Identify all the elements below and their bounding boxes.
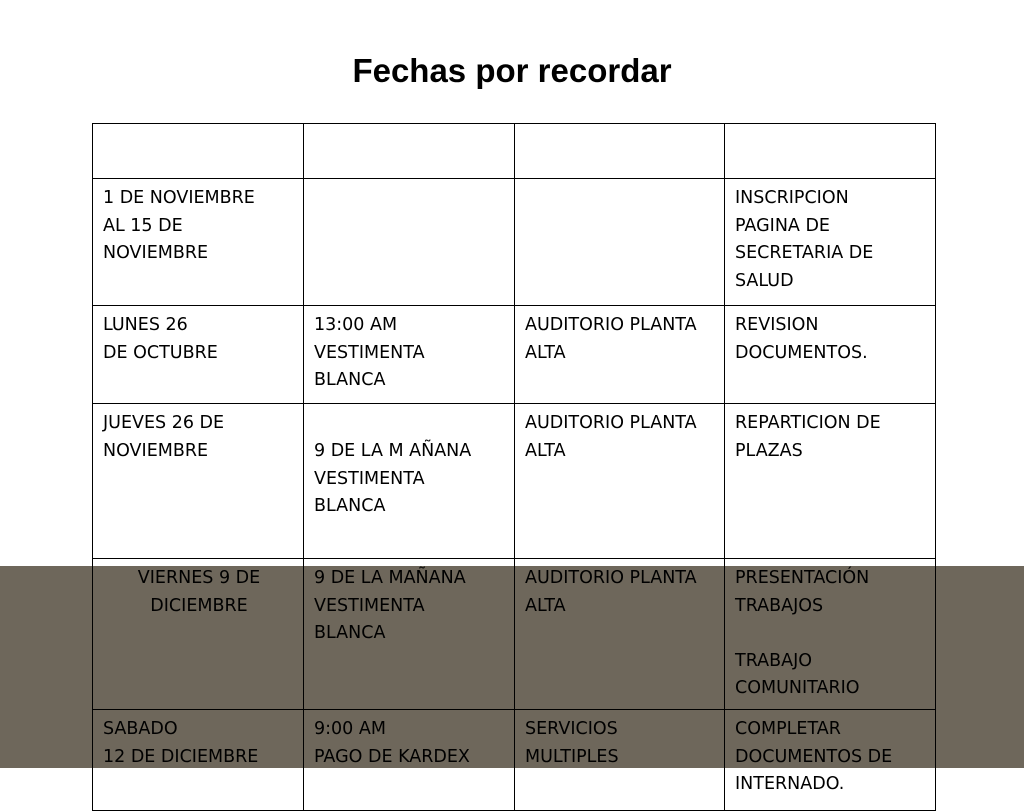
table-cell: [304, 124, 515, 179]
table-cell-place: [515, 179, 725, 306]
table-cell-place: SERVICIOS MULTIPLES: [515, 710, 725, 811]
table-row: [93, 559, 936, 710]
table-cell-place: AUDITORIO PLANTA ALTA: [515, 559, 725, 710]
table-row: [93, 179, 936, 306]
table-cell-time: 13:00 AM VESTIMENTA BLANCA: [304, 306, 515, 404]
table-cell-date: SABADO 12 DE DICIEMBRE: [93, 710, 304, 811]
table-cell-time: 9 DE LA MAÑANA VESTIMENTA BLANCA: [304, 559, 515, 710]
slide-title: Fechas por recordar: [352, 52, 672, 89]
table-cell-date: LUNES 26 DE OCTUBRE: [93, 306, 304, 404]
table-cell-activity: REVISION DOCUMENTOS.: [725, 306, 936, 404]
table-cell-place: AUDITORIO PLANTA ALTA: [515, 306, 725, 404]
table-row: [93, 710, 936, 811]
table-cell: [93, 124, 304, 179]
table-cell-place: AUDITORIO PLANTA ALTA: [515, 404, 725, 559]
table-cell-activity: PRESENTACIÓN TRABAJOS TRABAJO COMUNITARIO: [725, 559, 936, 710]
table-cell: [515, 124, 725, 179]
dates-table: [92, 123, 936, 811]
table-cell-activity: INSCRIPCION PAGINA DE SECRETARIA DE SALUD: [725, 179, 936, 306]
table-cell-date: JUEVES 26 DE NOVIEMBRE: [93, 404, 304, 559]
table-cell-date: VIERNES 9 DE DICIEMBRE: [93, 559, 304, 710]
table-cell-activity: REPARTICION DE PLAZAS: [725, 404, 936, 559]
table-cell: [725, 124, 936, 179]
table-cell-activity: COMPLETAR DOCUMENTOS DE INTERNADO.: [725, 710, 936, 811]
table-cell-date: 1 DE NOVIEMBRE AL 15 DE NOVIEMBRE: [93, 179, 304, 306]
table-row: [93, 124, 936, 179]
table-cell-time: 9:00 AM PAGO DE KARDEX: [304, 710, 515, 811]
table-cell-time: [304, 179, 515, 306]
table-row: [93, 404, 936, 559]
table-cell-time: 9 DE LA M AÑANA VESTIMENTA BLANCA: [304, 404, 515, 559]
table-row: [93, 306, 936, 404]
